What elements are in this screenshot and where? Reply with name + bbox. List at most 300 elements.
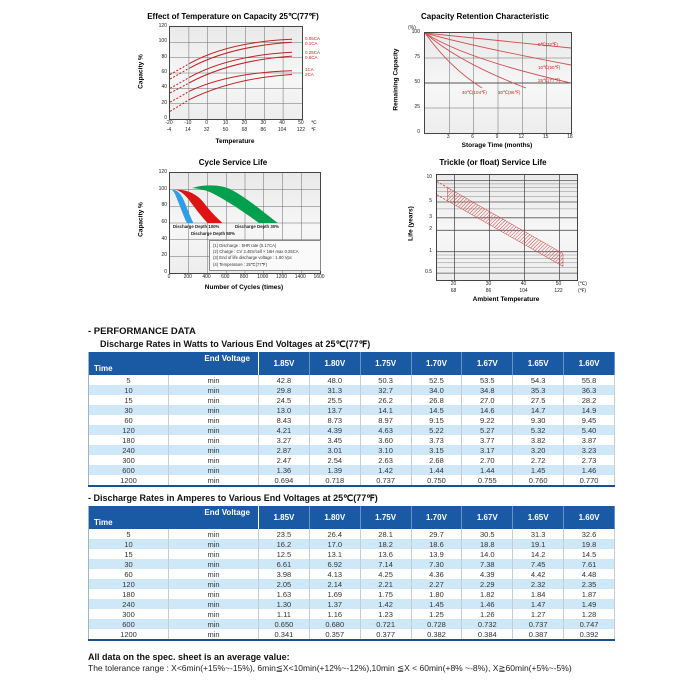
- tick-label: 5: [429, 198, 432, 204]
- table-row: [89, 415, 615, 425]
- y-axis-label: Life (years): [407, 206, 415, 241]
- table-cell: 2.70: [462, 455, 513, 465]
- table-cell: 55.8: [564, 375, 615, 385]
- legend-note: (1) Discharge : 5HR rate (0.17CA): [213, 243, 277, 248]
- table-cell: 23.5: [259, 529, 310, 539]
- table-cell: 1.11: [259, 609, 310, 619]
- footer-notes: [88, 652, 668, 674]
- table-cell: 14.5: [411, 405, 462, 415]
- x-axis-ticks-fahrenheit: [162, 127, 308, 133]
- table-row: [89, 405, 615, 415]
- tick-label: 100: [158, 185, 167, 192]
- tick-label: 50: [555, 281, 562, 287]
- table-cell: 2.14: [309, 579, 360, 589]
- temperature-capacity-chart: [133, 12, 333, 152]
- table-cell: 8.73: [309, 415, 360, 425]
- legend-note: (3) End of life discharge voltage : 1.80 Vpc: [213, 255, 292, 261]
- table-row: [89, 385, 615, 395]
- amps-discharge-table: [88, 506, 615, 641]
- table-cell: min: [169, 425, 259, 435]
- table-row: [89, 619, 615, 629]
- table-cell: min: [169, 529, 259, 539]
- curve-label: 25℃(77℉): [538, 78, 561, 83]
- table-cell: 17.0: [309, 539, 360, 549]
- performance-data-section: [88, 326, 615, 641]
- table-cell: 3.82: [513, 435, 564, 445]
- table-cell: 18.6: [411, 539, 462, 549]
- table-cell: 1.46: [564, 465, 615, 475]
- table-row: [89, 375, 615, 385]
- tick-label: 80: [161, 53, 167, 60]
- tick-label: 122: [554, 288, 563, 294]
- table-cell: 28.2: [564, 395, 615, 405]
- table-header-row: [89, 506, 615, 529]
- table-cell: 3.98: [259, 569, 310, 579]
- table-cell: 1.39: [309, 465, 360, 475]
- tick-label: 1600: [313, 274, 325, 280]
- tick-label: 80: [161, 202, 167, 209]
- table-cell: 7.14: [360, 559, 411, 569]
- table-cell: 2.72: [513, 455, 564, 465]
- table-cell: 27.0: [462, 395, 513, 405]
- table-cell: 7.38: [462, 559, 513, 569]
- chart-title: Cycle Service Life: [198, 158, 268, 167]
- table-cell: 1.42: [360, 465, 411, 475]
- table-row: [89, 559, 615, 569]
- table-cell: 2.32: [513, 579, 564, 589]
- legend-note: (2) Charge : CV 2.45V/cell × 16H max 0.25CA: [213, 249, 299, 255]
- tick-label: 75: [414, 54, 420, 60]
- tick-label: 40: [161, 84, 167, 91]
- table-cell: 3.87: [564, 435, 615, 445]
- table-cell: 0.770: [564, 475, 615, 486]
- table-cell: 18.8: [462, 539, 513, 549]
- corner-header-cell: [89, 506, 259, 529]
- table-cell: 1.63: [259, 589, 310, 599]
- y-axis-ticks: [151, 169, 167, 275]
- table-cell: 18.2: [360, 539, 411, 549]
- table-row: [89, 395, 615, 405]
- curve-label: 10℃(50℉): [538, 65, 561, 70]
- table-cell: 3.23: [564, 445, 615, 455]
- table-cell: 5.22: [411, 425, 462, 435]
- table-cell: 3.01: [309, 445, 360, 455]
- table-cell: min: [169, 375, 259, 385]
- table-cell: 15: [89, 395, 169, 405]
- table-cell: 2.47: [259, 455, 310, 465]
- curve-label: 0.25CA: [305, 50, 321, 55]
- table-cell: 26.4: [309, 529, 360, 539]
- column-header: 1.85V: [259, 506, 310, 529]
- tick-label: 6: [471, 134, 475, 140]
- corner-end-voltage-label: End Voltage: [204, 354, 250, 363]
- table-cell: 0.755: [462, 475, 513, 486]
- table-cell: 10: [89, 539, 169, 549]
- table-cell: 26.8: [411, 395, 462, 405]
- table-cell: 2.27: [411, 579, 462, 589]
- table-cell: 27.5: [513, 395, 564, 405]
- table-row: [89, 599, 615, 609]
- table-cell: 14.1: [360, 405, 411, 415]
- table-cell: 6.61: [259, 559, 310, 569]
- table-cell: 180: [89, 435, 169, 445]
- table-cell: 8.97: [360, 415, 411, 425]
- table-cell: 3.60: [360, 435, 411, 445]
- table-cell: min: [169, 629, 259, 640]
- table-cell: 1.37: [309, 599, 360, 609]
- table-cell: min: [169, 539, 259, 549]
- curve-label: 0℃(32℉): [538, 42, 558, 47]
- table-cell: 1.45: [411, 599, 462, 609]
- table-cell: 3.77: [462, 435, 513, 445]
- table-cell: 14.7: [513, 405, 564, 415]
- tick-label: 30: [485, 281, 492, 287]
- table-cell: 5.27: [462, 425, 513, 435]
- table-cell: 1.16: [309, 609, 360, 619]
- tick-label: 32: [203, 127, 210, 133]
- watts-table-body: [89, 375, 615, 486]
- table-cell: 300: [89, 455, 169, 465]
- table-cell: 120: [89, 579, 169, 589]
- table-cell: 1.49: [564, 599, 615, 609]
- corner-time-label: Time: [94, 364, 113, 373]
- table-cell: 13.6: [360, 549, 411, 559]
- table-cell: min: [169, 569, 259, 579]
- tick-label: 400: [202, 274, 211, 280]
- corner-header-cell: [89, 352, 259, 375]
- table-cell: min: [169, 599, 259, 609]
- tick-label: 40: [161, 235, 167, 242]
- column-header: 1.85V: [259, 352, 310, 375]
- table-cell: 15: [89, 549, 169, 559]
- table-cell: 0.737: [360, 475, 411, 486]
- section-heading: - PERFORMANCE DATA: [88, 326, 196, 337]
- table-cell: 0.747: [564, 619, 615, 629]
- tick-label: 3: [446, 134, 450, 140]
- table-cell: 1.84: [513, 589, 564, 599]
- tick-label: 104: [519, 288, 528, 294]
- table-cell: 13.1: [309, 549, 360, 559]
- tick-label: 800: [239, 274, 249, 280]
- table-cell: 30.5: [462, 529, 513, 539]
- x-axis-ticks-fahrenheit: [445, 288, 568, 294]
- table-cell: 2.54: [309, 455, 360, 465]
- column-header: 1.75V: [360, 352, 411, 375]
- y-axis-ticks: [151, 23, 167, 121]
- y-axis-ticks: [404, 29, 420, 135]
- x-axis-ticks: [161, 274, 327, 280]
- tick-label: 12: [518, 134, 525, 140]
- table-cell: 29.8: [259, 385, 310, 395]
- table-cell: 14.2: [513, 549, 564, 559]
- table-cell: 52.5: [411, 375, 462, 385]
- fahrenheit-unit: ℉: [311, 127, 316, 133]
- table-cell: 19.1: [513, 539, 564, 549]
- table-cell: min: [169, 559, 259, 569]
- celsius-unit: ℃: [311, 120, 317, 126]
- tick-label: 10: [426, 173, 432, 180]
- tick-label: 60: [161, 68, 167, 75]
- table-cell: 14.0: [462, 549, 513, 559]
- y-axis-label: Capacity %: [137, 202, 145, 237]
- table-cell: min: [169, 475, 259, 486]
- average-value-note: All data on the spec. sheet is an average value:: [88, 652, 290, 662]
- table-cell: 12.5: [259, 549, 310, 559]
- x-axis-label: Storage Time (months): [461, 142, 533, 149]
- tick-label: 40: [520, 281, 527, 287]
- table-cell: 53.5: [462, 375, 513, 385]
- table-cell: 10: [89, 385, 169, 395]
- table-cell: 2.73: [564, 455, 615, 465]
- tick-label: 86: [485, 288, 492, 294]
- table-cell: 4.25: [360, 569, 411, 579]
- table-cell: 240: [89, 445, 169, 455]
- table-cell: 1.46: [462, 599, 513, 609]
- table-cell: min: [169, 579, 259, 589]
- table-cell: min: [169, 415, 259, 425]
- tick-label: 2: [429, 226, 432, 233]
- tick-label: 120: [158, 23, 167, 29]
- percent-unit: (%): [408, 25, 416, 31]
- plot-area: [169, 26, 303, 120]
- table-cell: 13.9: [411, 549, 462, 559]
- tick-label: 100: [158, 38, 167, 45]
- table-cell: 1.25: [411, 609, 462, 619]
- table-cell: 14.6: [462, 405, 513, 415]
- table-cell: 3.20: [513, 445, 564, 455]
- table-cell: 28.1: [360, 529, 411, 539]
- table-row: [89, 475, 615, 486]
- table-cell: 14.9: [564, 405, 615, 415]
- table-cell: 0.737: [513, 619, 564, 629]
- table-cell: 1200: [89, 475, 169, 486]
- table-cell: 5.32: [513, 425, 564, 435]
- x-axis-ticks-celsius: [162, 120, 308, 126]
- table-cell: 6.92: [309, 559, 360, 569]
- table-cell: min: [169, 455, 259, 465]
- table-cell: 4.21: [259, 425, 310, 435]
- tick-label: 0: [417, 129, 420, 135]
- table-cell: 13.7: [309, 405, 360, 415]
- table-cell: 1.26: [462, 609, 513, 619]
- table-cell: 2.68: [411, 455, 462, 465]
- column-header: 1.65V: [513, 352, 564, 375]
- tick-label: 50: [414, 79, 420, 85]
- table-cell: min: [169, 405, 259, 415]
- table-cell: 3.45: [309, 435, 360, 445]
- table-cell: 0.718: [309, 475, 360, 486]
- table-header-row: [89, 352, 615, 375]
- x-axis-ticks-celsius: [445, 281, 568, 287]
- column-header: 1.67V: [462, 506, 513, 529]
- table-cell: 4.48: [564, 569, 615, 579]
- tick-label: 0: [164, 114, 167, 121]
- table-cell: 9.15: [411, 415, 462, 425]
- tick-label: 20: [450, 281, 457, 287]
- table-cell: 0.760: [513, 475, 564, 486]
- table-cell: 7.30: [411, 559, 462, 569]
- table-cell: 0.357: [309, 629, 360, 640]
- table-cell: 1.44: [411, 465, 462, 475]
- tick-label: 600: [221, 274, 230, 280]
- table-cell: 2.29: [462, 579, 513, 589]
- table-row: [89, 629, 615, 640]
- watts-discharge-table: [88, 352, 615, 487]
- x-axis-ticks: [440, 134, 578, 140]
- table-cell: 3.73: [411, 435, 462, 445]
- table-cell: 60: [89, 569, 169, 579]
- table-row: [89, 425, 615, 435]
- column-header: 1.80V: [309, 506, 360, 529]
- table-cell: 1.82: [462, 589, 513, 599]
- table-cell: min: [169, 619, 259, 629]
- table-cell: 0.392: [564, 629, 615, 640]
- corner-end-voltage-label: End Voltage: [204, 508, 250, 517]
- table-cell: 9.45: [564, 415, 615, 425]
- tick-label: -20: [165, 120, 173, 126]
- column-header: 1.60V: [564, 352, 615, 375]
- tick-label: -4: [166, 127, 172, 133]
- table-cell: 7.61: [564, 559, 615, 569]
- table-cell: 3.17: [462, 445, 513, 455]
- curve-label: 0.6CA: [305, 55, 318, 60]
- plot-area: [436, 174, 578, 281]
- column-header: 1.60V: [564, 506, 615, 529]
- table-cell: 1.69: [309, 589, 360, 599]
- table-cell: min: [169, 435, 259, 445]
- band-label: Discharge Depth 50%: [191, 231, 235, 236]
- tick-label: 1200: [275, 274, 288, 280]
- table-cell: 35.3: [513, 385, 564, 395]
- table-cell: 31.3: [309, 385, 360, 395]
- amps-table-body: [89, 529, 615, 640]
- x-axis-label: Ambient Temperature: [472, 296, 540, 303]
- table-cell: min: [169, 445, 259, 455]
- table-cell: 3.27: [259, 435, 310, 445]
- table-cell: 0.650: [259, 619, 310, 629]
- table-cell: 16.2: [259, 539, 310, 549]
- table-cell: 2.21: [360, 579, 411, 589]
- table-cell: 50.3: [360, 375, 411, 385]
- table-row: [89, 569, 615, 579]
- table-cell: 14.5: [564, 549, 615, 559]
- table-cell: 0.387: [513, 629, 564, 640]
- table-cell: 0.377: [360, 629, 411, 640]
- y-axis-label: Remaining Capacity: [392, 48, 400, 111]
- table-cell: 0.384: [462, 629, 513, 640]
- table-cell: 120: [89, 425, 169, 435]
- tolerance-range-note: The tolerance range : X<6min(+15%~-15%), 6min≦X<10min(+12%~-12%),10min ≦X < 60min(+8% ~-8%), X≧60min(+5%~-5%): [88, 663, 572, 673]
- table-row: [89, 609, 615, 619]
- table-row: [89, 539, 615, 549]
- table-row: [89, 549, 615, 559]
- table-cell: 4.39: [309, 425, 360, 435]
- table-cell: 1.42: [360, 599, 411, 609]
- table-cell: 0.382: [411, 629, 462, 640]
- table-cell: 29.7: [411, 529, 462, 539]
- corner-time-label: Time: [94, 518, 113, 527]
- celsius-unit: (℃): [578, 281, 587, 287]
- column-header: 1.70V: [411, 506, 462, 529]
- table-cell: 42.8: [259, 375, 310, 385]
- curve-label: 0.1CA: [305, 41, 318, 46]
- tick-label: 122: [296, 127, 306, 133]
- table-cell: 1.30: [259, 599, 310, 609]
- table-cell: 34.0: [411, 385, 462, 395]
- table-cell: 0.721: [360, 619, 411, 629]
- table-cell: 2.87: [259, 445, 310, 455]
- capacity-retention-chart: [390, 12, 580, 157]
- table-cell: min: [169, 589, 259, 599]
- table-cell: 5: [89, 529, 169, 539]
- tick-label: 68: [241, 127, 248, 133]
- table-cell: 4.63: [360, 425, 411, 435]
- tick-label: 15: [542, 134, 549, 140]
- table-cell: 2.63: [360, 455, 411, 465]
- tick-label: 0: [167, 274, 171, 280]
- table-cell: min: [169, 385, 259, 395]
- tick-label: 20: [161, 99, 167, 106]
- table-row: [89, 445, 615, 455]
- table-cell: 1200: [89, 629, 169, 640]
- table-cell: 30: [89, 559, 169, 569]
- table-cell: min: [169, 395, 259, 405]
- tick-label: 50: [222, 127, 229, 133]
- table-cell: 0.694: [259, 475, 310, 486]
- table-cell: min: [169, 609, 259, 619]
- curve-label: 2CA: [305, 72, 314, 77]
- curve-label: 40℃(104℉): [462, 90, 487, 95]
- tick-label: 20: [241, 120, 248, 126]
- curve-label: 1CA: [305, 67, 314, 72]
- tick-label: 50: [298, 120, 304, 126]
- tick-label: 30: [260, 120, 266, 126]
- tick-label: 1400: [294, 274, 306, 280]
- table-cell: 0.732: [462, 619, 513, 629]
- table-cell: 0.728: [411, 619, 462, 629]
- band-label: Discharge Depth 100%: [173, 224, 220, 229]
- table-row: [89, 435, 615, 445]
- tick-label: 0: [205, 120, 209, 126]
- table-cell: 36.3: [564, 385, 615, 395]
- tick-label: 40: [279, 120, 285, 126]
- table-cell: 5.40: [564, 425, 615, 435]
- table-cell: 1.44: [462, 465, 513, 475]
- watts-table-title: Discharge Rates in Watts to Various End Voltages at 25℃(77℉): [100, 339, 371, 349]
- table-cell: 4.39: [462, 569, 513, 579]
- table-cell: 8.43: [259, 415, 310, 425]
- chart-title: Trickle (or float) Service Life: [439, 158, 547, 167]
- tick-label: 3: [429, 213, 432, 220]
- table-cell: 13.0: [259, 405, 310, 415]
- table-row: [89, 579, 615, 589]
- table-cell: 3.10: [360, 445, 411, 455]
- tick-label: 120: [158, 169, 167, 175]
- curve-label: 0.05CA: [305, 36, 321, 41]
- tick-label: 1000: [257, 274, 269, 280]
- curve-label: 30℃(86℉): [498, 90, 521, 95]
- table-cell: 7.45: [513, 559, 564, 569]
- table-cell: 4.13: [309, 569, 360, 579]
- table-cell: 4.42: [513, 569, 564, 579]
- table-cell: 9.30: [513, 415, 564, 425]
- test-conditions-legend: [209, 240, 321, 271]
- table-cell: 1.87: [564, 589, 615, 599]
- table-cell: 0.680: [309, 619, 360, 629]
- table-cell: 2.35: [564, 579, 615, 589]
- table-cell: 60: [89, 415, 169, 425]
- table-cell: 19.8: [564, 539, 615, 549]
